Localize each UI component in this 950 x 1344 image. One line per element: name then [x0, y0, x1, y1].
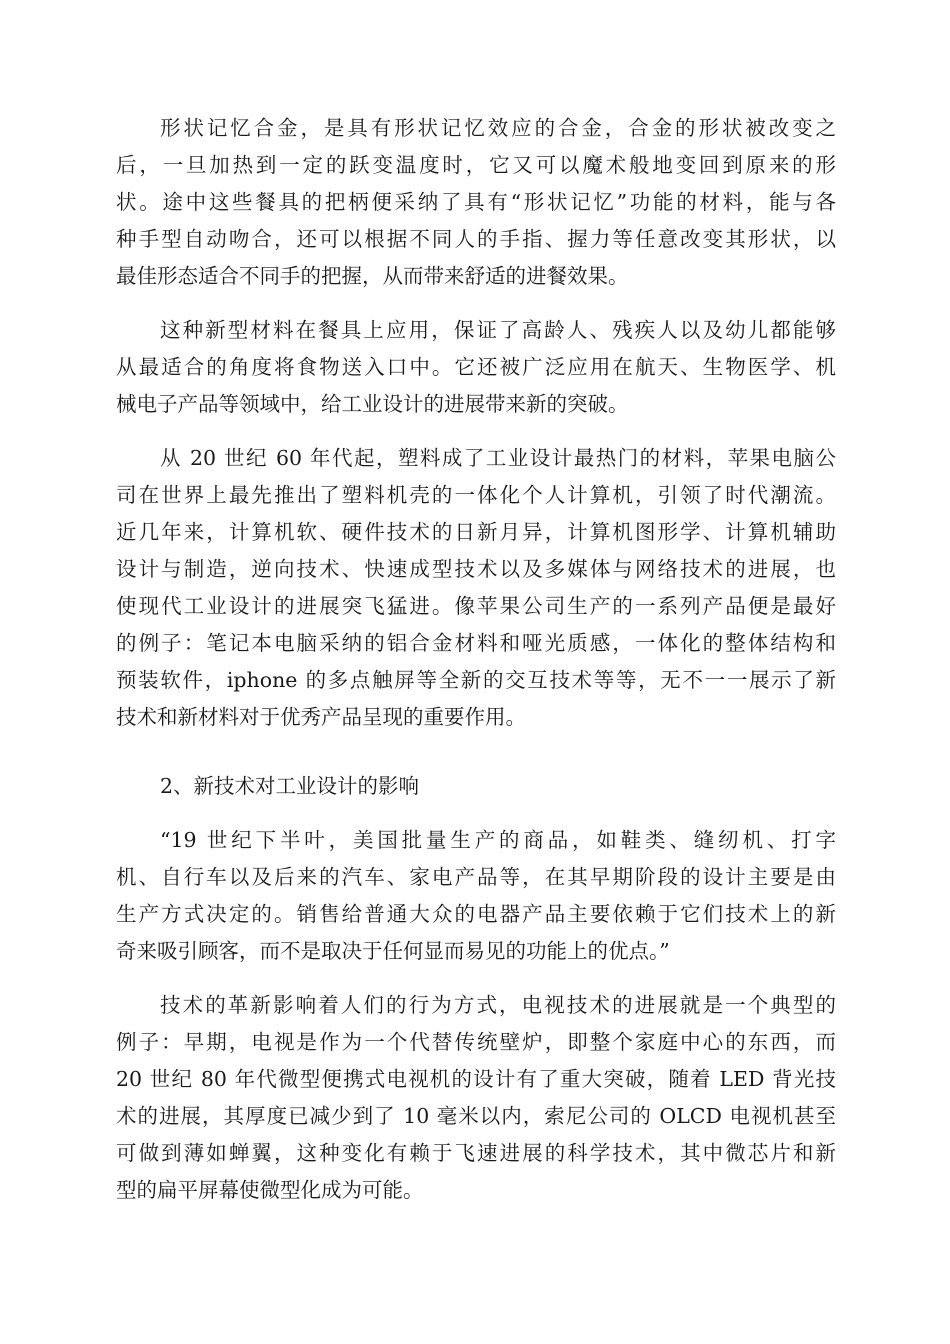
paragraph-tv-technology — [116, 987, 836, 1209]
text-line: 从 20 世纪 60 年代起，塑料成了工业设计最热门的材料，苹果电脑公 — [160, 446, 836, 470]
text-line: 技术的革新影响着人们的行为方式，电视技术的进展就是一个典型的 — [160, 993, 836, 1017]
text-line: 械电子产品等领域中，给工业设计的进展带来新的突破。 — [116, 392, 629, 416]
text-line: 生产方式决定的。销售给普通大众的电器产品主要依赖于它们技术上的新 — [116, 902, 836, 926]
text-line: 技术和新材料对于优秀产品呈现的重要作用。 — [116, 705, 526, 729]
text-line: 的例子：笔记本电脑采纳的铝合金材料和哑光质感，一体化的整体结构和 — [116, 631, 836, 655]
text-line: 司在世界上最先推出了塑料机壳的一体化个人计算机，引领了时代潮流。 — [116, 483, 836, 507]
text-line: 使现代工业设计的进展突飞猛进。像苹果公司生产的一系列产品便是最好 — [116, 594, 836, 618]
text-line: 从最适合的角度将食物送入口中。它还被广泛应用在航天、生物医学、机 — [116, 355, 836, 379]
text-line: 种手型自动吻合，还可以根据不同人的手指、握力等任意改变其形状，以 — [116, 227, 836, 251]
text-line: 型的扁平屏幕使微型化成为可能。 — [116, 1178, 424, 1202]
text-line: 可做到薄如蝉翼，这种变化有赖于飞速进展的科学技术，其中微芯片和新 — [116, 1141, 836, 1165]
text-line: “19 世纪下半叶，美国批量生产的商品，如鞋类、缝纫机、打字 — [160, 828, 836, 852]
paragraph-new-material-tableware — [116, 312, 836, 423]
text-line: 例子：早期，电视是作为一个代替传统壁炉，即整个家庭中心的东西，而 — [116, 1030, 836, 1054]
text-line: 术的进展，其厚度已减少到了 10 毫米以内，索尼公司的 OLCD 电视机甚至 — [116, 1104, 836, 1128]
text-line: 设计与制造，逆向技术、快速成型技术以及多媒体与网络技术的进展，也 — [116, 557, 836, 581]
text-line: 状。途中这些餐具的把柄便采纳了具有“形状记忆”功能的材料，能与各 — [116, 190, 836, 214]
section-heading-text: 2、新技术对工业设计的影响 — [160, 774, 420, 798]
text-line: 奇来吸引顾客，而不是取决于任何显而易见的功能上的优点。” — [116, 939, 670, 963]
text-line: 这种新型材料在餐具上应用，保证了高龄人、残疾人以及幼儿都能够 — [160, 318, 836, 342]
section-heading — [116, 768, 836, 805]
text-line: 预装软件，iphone 的多点触屏等全新的交互技术等等，无不一一展示了新 — [116, 668, 836, 692]
text-line: 后，一旦加热到一定的跃变温度时，它又可以魔术般地变回到原来的形 — [116, 153, 836, 177]
paragraph-plastics-apple — [116, 440, 836, 736]
paragraph-shape-memory-alloy — [116, 110, 836, 295]
text-line: 最佳形态适合不同手的把握，从而带来舒适的进餐效果。 — [116, 264, 629, 288]
text-line: 近几年来，计算机软、硬件技术的日新月异，计算机图形学、计算机辅助 — [116, 520, 836, 544]
text-line: 机、自行车以及后来的汽车、家电产品等，在其早期阶段的设计主要是由 — [116, 865, 836, 889]
paragraph-quote-19th-century — [116, 822, 836, 970]
text-line: 形状记忆合金，是具有形状记忆效应的合金，合金的形状被改变之 — [160, 116, 836, 140]
text-line: 20 世纪 80 年代微型便携式电视机的设计有了重大突破，随着 LED 背光技 — [116, 1067, 836, 1091]
